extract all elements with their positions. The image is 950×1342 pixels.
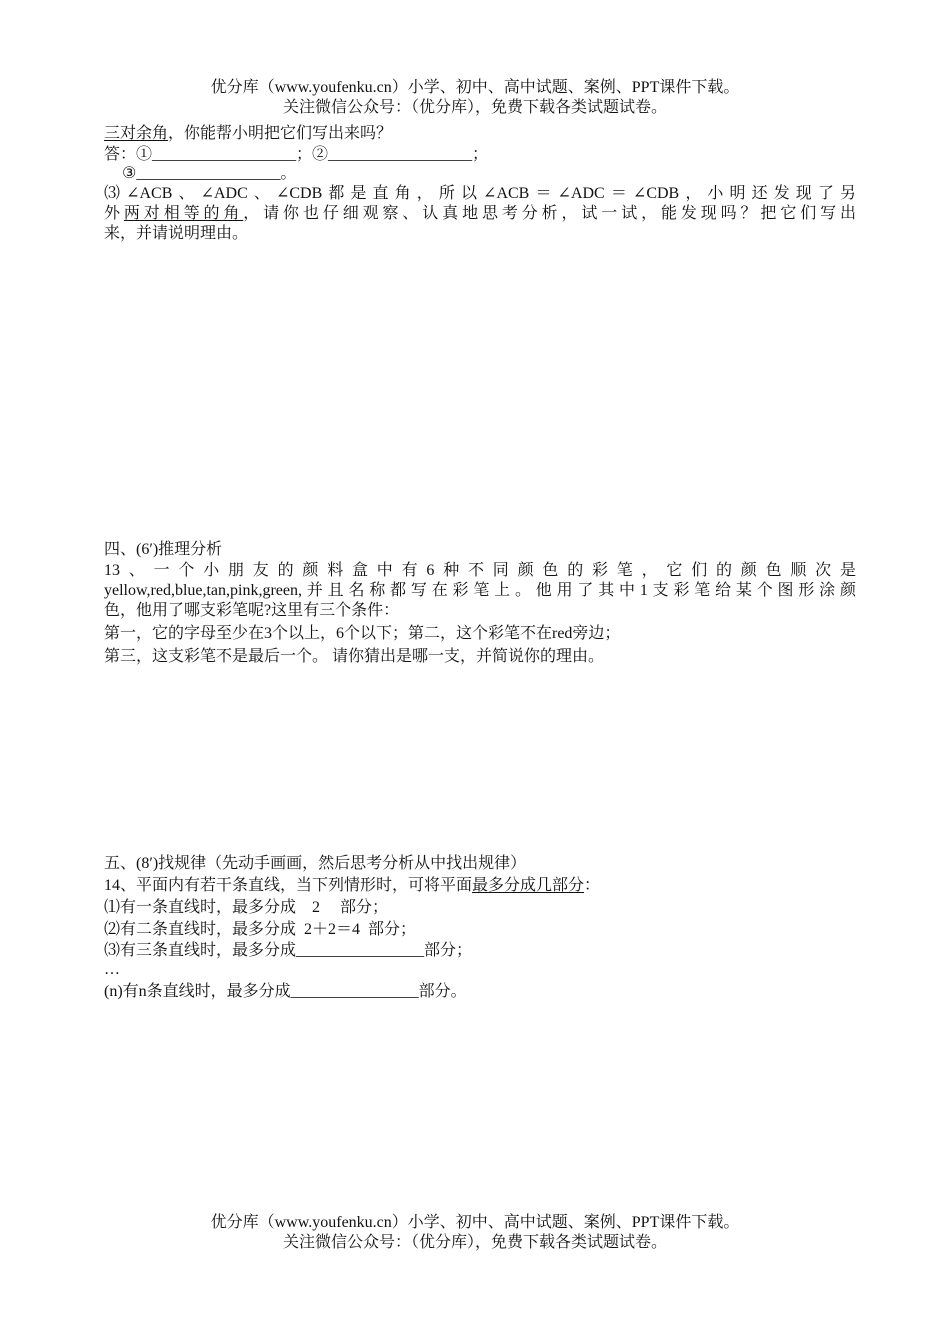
underlined-phrase: 三对余角 <box>104 125 169 142</box>
answer-line-1: 答：①__________________；②__________________； <box>104 146 489 163</box>
section-5-title: 五、(8′)找规律（先动手画画，然后思考分析从中找出规律） <box>104 855 527 872</box>
footer-line-2: 关注微信公众号：（优分库），免费下载各类试题试卷。 <box>282 1234 667 1251</box>
q12-sub3-line-1: ⑶∠ACB、∠ADC、∠CDB都是直角，所以∠ACB＝∠ADC＝∠CDB，小明还发现了另 <box>104 185 856 202</box>
q14-item-3: ⑶有三条直线时，最多分成________________部分； <box>104 942 473 959</box>
q12-sub3-line-3: 来，并请说明理由。 <box>104 225 249 242</box>
q13-line-1: 13、一个小朋友的颜料盒中有6种不同颜色的彩笔，它们的颜色顺次是 <box>104 562 856 579</box>
header-line-1: 优分库（www.youfenku.cn）小学、初中、高中试题、案例、PPT课件下载。 <box>210 79 740 96</box>
q13-line-4: 第一，它的字母至少在3个以上，6个以下；第二，这个彩笔不在red旁边； <box>104 625 621 642</box>
q14-intro: 14、平面内有若干条直线，当下列情形时，可将平面最多分成几部分： <box>104 877 601 894</box>
q14-item-1: ⑴有一条直线时，最多分成 2 部分； <box>104 899 389 916</box>
underlined-phrase: 两对相等的角 <box>123 205 244 222</box>
q13-line-2: yellow,red,blue,tan,pink,green,并且名称都写在彩笔上。他用了其中1支彩笔给某个图形涂颜 <box>104 582 856 599</box>
q12-sub3-line-2: 外两对相等的角，请你也仔细观察、认真地思考分析，试一试，能发现吗？把它们写出 <box>104 205 856 222</box>
footer-line-1: 优分库（www.youfenku.cn）小学、初中、高中试题、案例、PPT课件下载。 <box>210 1214 740 1231</box>
answer-line-2: ③__________________。 <box>122 165 297 182</box>
q12-sub2-intro: 三对余角，你能帮小明把它们写出来吗？ <box>104 125 393 142</box>
q14-item-n: (n)有n条直线时，最多分成________________部分。 <box>104 983 467 1000</box>
q14-ellipsis: … <box>104 961 120 978</box>
section-4-title: 四、(6′)推理分析 <box>104 541 223 558</box>
underlined-phrase: 最多分成几部分 <box>472 877 585 894</box>
q13-line-5: 第三，这支彩笔不是最后一个。 请你猜出是哪一支，并简说你的理由。 <box>104 648 605 665</box>
q14-item-2: ⑵有二条直线时，最多分成 2＋2＝4 部分； <box>104 921 417 938</box>
q13-line-3: 色，他用了哪支彩笔呢?这里有三个条件： <box>104 602 400 619</box>
header-line-2: 关注微信公众号：（优分库），免费下载各类试题试卷。 <box>282 99 667 116</box>
